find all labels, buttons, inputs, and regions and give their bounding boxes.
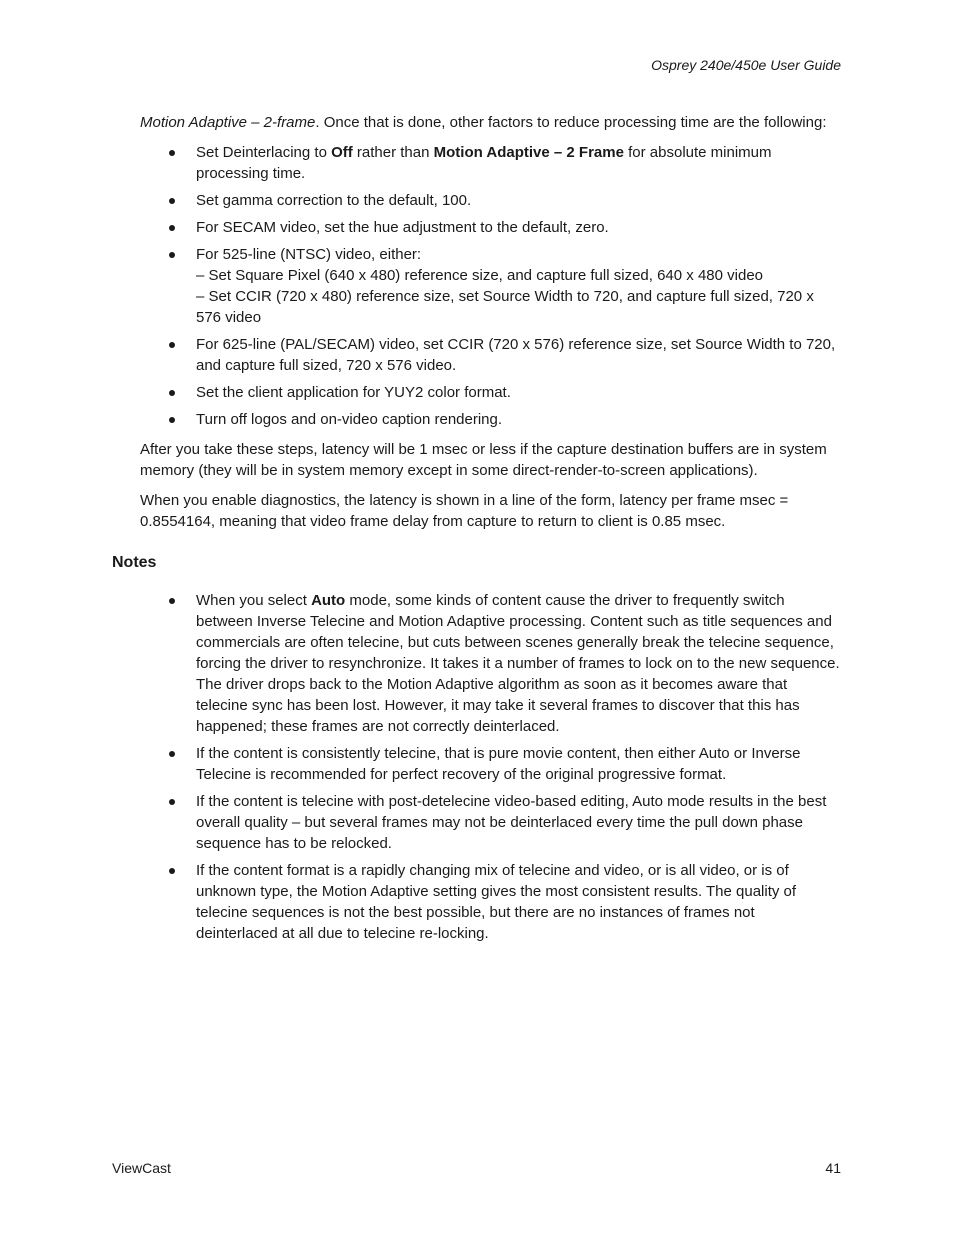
intro-paragraph	[140, 112, 840, 133]
list-item: Set Deinterlacing to Off rather than Motion Adaptive – 2 Frame for absolute minimum processing time.	[140, 142, 840, 184]
bullet-icon	[169, 225, 175, 231]
bullet-icon	[169, 198, 175, 204]
list-item: Turn off logos and on-video caption rendering.	[140, 409, 840, 430]
running-header: Osprey 240e/450e User Guide	[651, 57, 841, 73]
bullet-icon	[169, 342, 175, 348]
sub-item: – Set CCIR (720 x 480) reference size, set Source Width to 720, and capture full sized, 720 x 576 video	[196, 288, 814, 326]
steps-list	[140, 142, 840, 430]
list-item: If the content is consistently telecine, that is pure movie content, then either Auto or Inverse Telecine is recommended for perfect recovery of the original progressive format.	[140, 743, 840, 785]
footer-company: ViewCast	[112, 1160, 171, 1176]
page-number: 41	[825, 1160, 841, 1176]
list-item: For 625-line (PAL/SECAM) video, set CCIR (720 x 576) reference size, set Source Width to 720, and capture full sized, 720 x 576 video.	[140, 334, 840, 376]
bullet-icon	[169, 751, 175, 757]
intro-italic: Motion Adaptive – 2-frame	[140, 114, 316, 131]
list-item: Set gamma correction to the default, 100.	[140, 190, 840, 211]
sub-item: – Set Square Pixel (640 x 480) reference size, and capture full sized, 640 x 480 video	[196, 267, 764, 284]
bullet-icon	[169, 417, 175, 423]
bullet-icon	[169, 150, 175, 156]
list-item: For 525-line (NTSC) video, either: – Set Square Pixel (640 x 480) reference size, and capture full sized, 640 x 480 video – Set CCIR (720 x 480) reference size, set Source Width to 720, and capture full sized, 720 x 576 video	[140, 244, 840, 328]
bullet-icon	[169, 252, 175, 258]
bullet-icon	[169, 868, 175, 874]
intro-rest: . Once that is done, other factors to reduce processing time are the following:	[315, 114, 827, 131]
latency-paragraph: After you take these steps, latency will be 1 msec or less if the capture destination buffers are in system memory (they will be in system memory except in some direct-render-to-screen applications).	[140, 441, 827, 479]
page-content	[112, 112, 840, 953]
list-item: For SECAM video, set the hue adjustment to the default, zero.	[140, 217, 840, 238]
bullet-icon	[169, 799, 175, 805]
notes-list	[140, 590, 840, 944]
bullet-icon	[169, 390, 175, 396]
list-item: Set the client application for YUY2 color format.	[140, 382, 840, 403]
list-item: When you select Auto mode, some kinds of content cause the driver to frequently switch between Inverse Telecine and Motion Adaptive processing. Content such as title sequences and commercials are often telecine, but cuts between scenes generally break the telecine sequence, forcing the driver to resynchronize. It takes it a number of frames to lock on to the new sequence. The driver drops back to the Motion Adaptive algorithm as soon as it becomes aware that telecine sync has been lost. However, it may take it several frames to discover that this has happened; these frames are not correctly deinterlaced.	[140, 590, 840, 737]
list-item: If the content is telecine with post-detelecine video-based editing, Auto mode results in the best overall quality – but several frames may not be deinterlaced every time the pull down phase sequence has to be relocked.	[140, 791, 840, 854]
diagnostics-paragraph: When you enable diagnostics, the latency is shown in a line of the form, latency per frame msec = 0.8554164, meaning that video frame delay from capture to return to client is 0.85 msec.	[140, 492, 789, 530]
list-item: If the content format is a rapidly changing mix of telecine and video, or is all video, or is of unknown type, the Motion Adaptive setting gives the most consistent results. The quality of telecine sequences is not the best possible, but there are no instances of frames not deinterlaced at all due to telecine re-locking.	[140, 860, 840, 944]
bullet-icon	[169, 598, 175, 604]
notes-heading: Notes	[112, 554, 157, 571]
